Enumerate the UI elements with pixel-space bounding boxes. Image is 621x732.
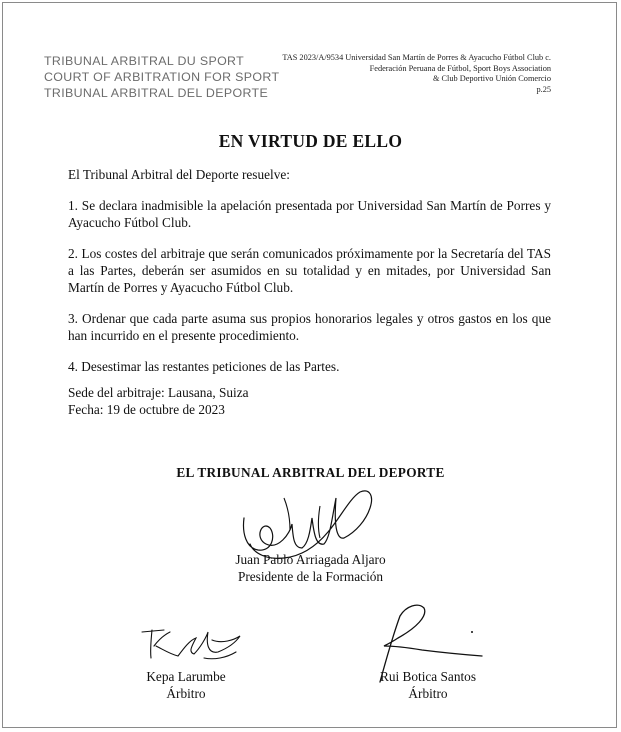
arbitrator-2-role: Árbitro xyxy=(408,686,448,701)
section-title: EN VIRTUD DE ELLO xyxy=(218,131,403,151)
arbitrator-1-name: Kepa Larumbe xyxy=(146,669,226,684)
arbitrator-1-block xyxy=(126,668,246,702)
ruling-1: 1. Se declara inadmisible la apelación presentada por Universidad San Martín de Porres y Ayacucho Fútbol Club. xyxy=(68,198,551,230)
case-line-1: TAS 2023/A/9534 Universidad San Martín de Porres & Ayacucho Fútbol Club c. xyxy=(282,53,551,62)
page-number: p.25 xyxy=(536,84,551,94)
arbitrator-1-role: Árbitro xyxy=(166,686,206,701)
seat-of-arbitration: Sede del arbitraje: Lausana, Suiza xyxy=(68,385,249,400)
president-name: Juan Pablo Arriagada Aljaro xyxy=(235,552,386,567)
ruling-2: 2. Los costes del arbitraje que serán comunicados próximamente por la Secretaría del TAS a las Partes, deberán ser asumidos en su totalidad y en mitades, por Universidad San Martín de Porres y Ayacucho Fútbol Club. xyxy=(68,246,551,295)
operative-part xyxy=(68,166,551,389)
intro-paragraph: El Tribunal Arbitral del Deporte resuelve: xyxy=(68,167,290,182)
institution-line-en: COURT OF ARBITRATION FOR SPORT xyxy=(44,70,280,84)
president-block xyxy=(0,551,621,585)
award-date: Fecha: 19 de octubre de 2023 xyxy=(68,402,225,417)
tribunal-heading: EL TRIBUNAL ARBITRAL DEL DEPORTE xyxy=(176,465,445,480)
arbitrator-2-name: Rui Botica Santos xyxy=(379,669,477,684)
seat-and-date xyxy=(68,384,249,418)
case-reference xyxy=(221,53,551,95)
ruling-3: 3. Ordenar que cada parte asuma sus propios honorarios legales y otros gastos en los que han incurrido en el presente procedimiento. xyxy=(68,311,551,343)
ruling-4: 4. Desestimar las restantes peticiones de las Partes. xyxy=(68,359,340,374)
case-line-2: Federación Peruana de Fútbol, Sport Boys Association xyxy=(369,63,551,73)
case-line-3: & Club Deportivo Unión Comercio xyxy=(433,74,551,84)
institution-line-es: TRIBUNAL ARBITRAL DEL DEPORTE xyxy=(44,86,269,100)
arbitrator-2-block xyxy=(368,668,488,702)
institution-line-fr: TRIBUNAL ARBITRAL DU SPORT xyxy=(44,54,245,68)
arbitrator-1-signature xyxy=(138,618,248,668)
president-role: Presidente de la Formación xyxy=(237,569,384,584)
